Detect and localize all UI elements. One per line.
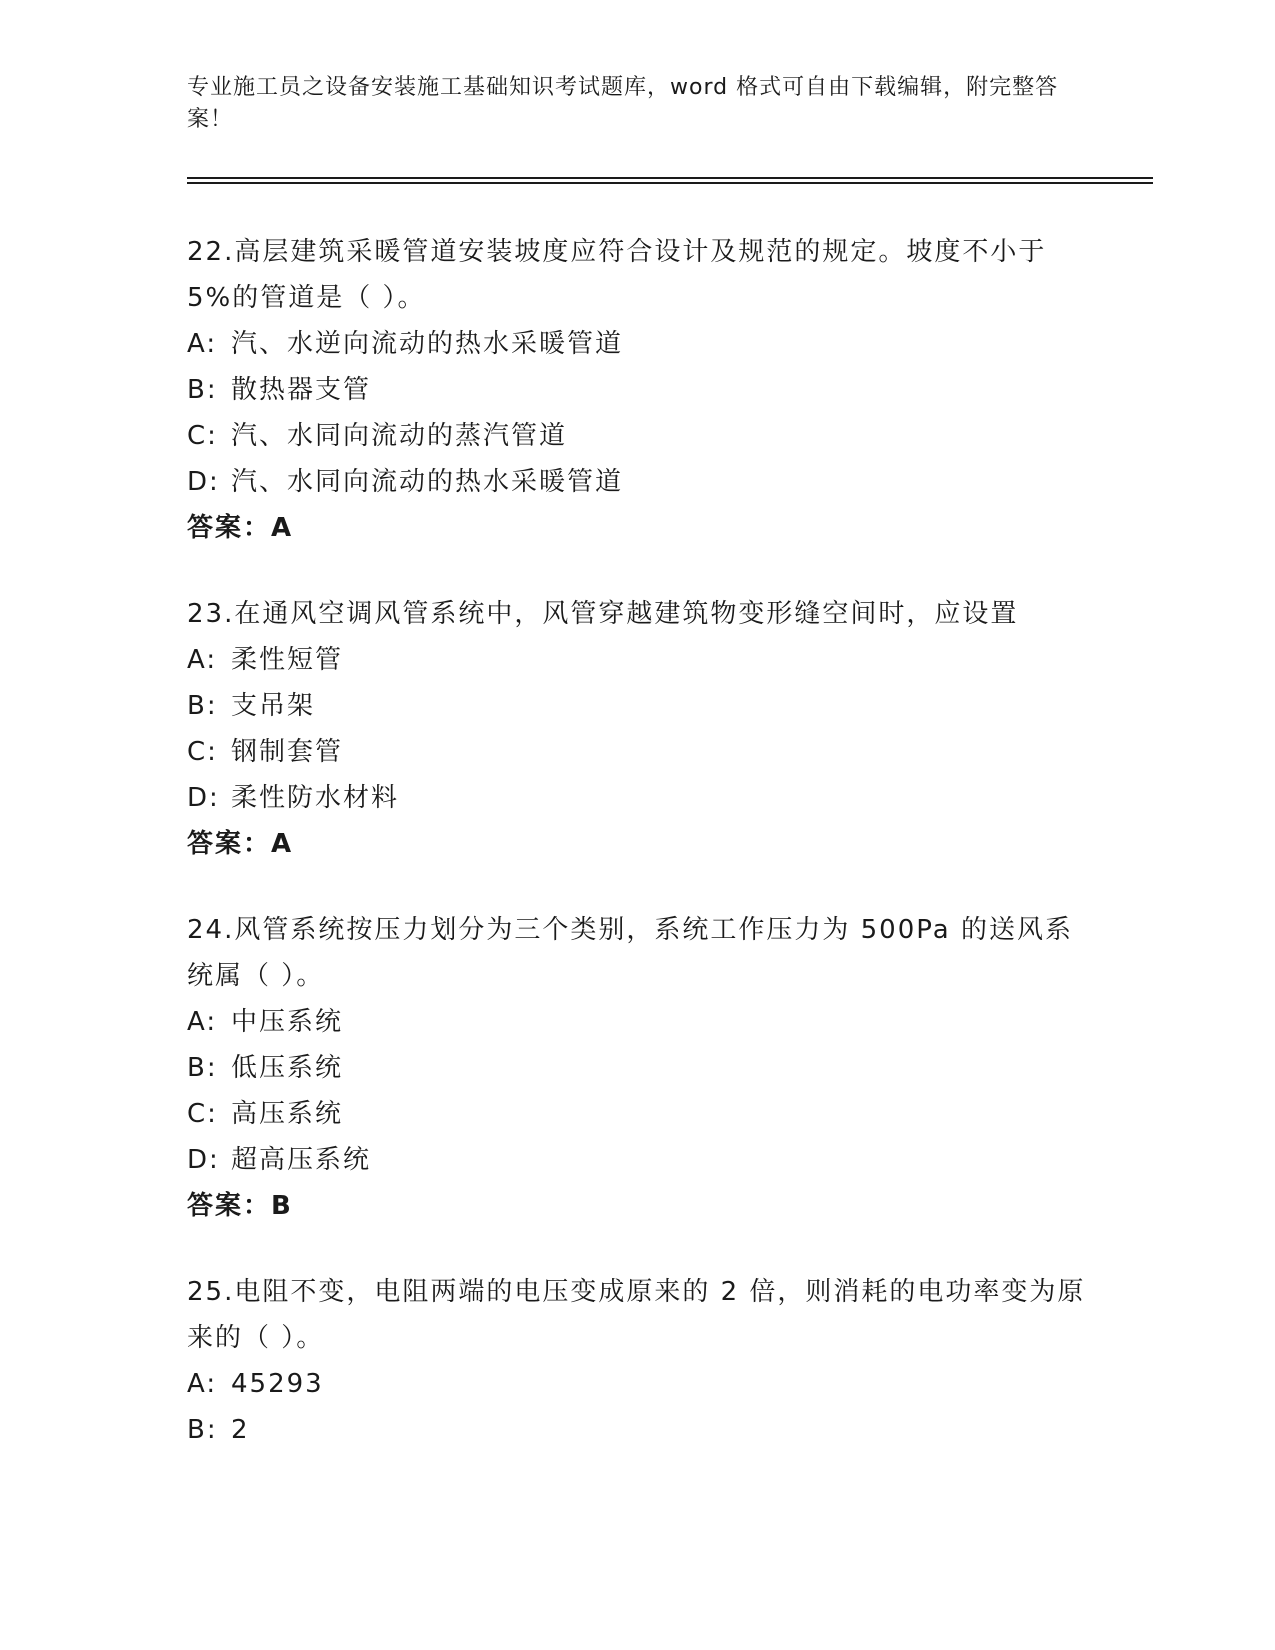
option-text: 高压系统: [231, 1099, 344, 1129]
header-divider-top: [187, 177, 1153, 179]
question-text: 23.在通风空调风管系统中，风管穿越建筑物变形缝空间时，应设置: [187, 599, 1019, 629]
option-text: 汽、水同向流动的热水采暖管道: [231, 467, 624, 497]
option-key: B:: [187, 375, 218, 405]
option-c: [187, 1091, 1087, 1137]
answer-line: [187, 821, 1087, 867]
option-d: [187, 459, 1087, 505]
answer-line: [187, 1183, 1087, 1229]
question-22: [187, 229, 1087, 551]
option-text: 低压系统: [231, 1053, 344, 1083]
option-d: [187, 775, 1087, 821]
answer-line: [187, 505, 1087, 551]
option-key: A:: [187, 1007, 218, 1037]
option-b: [187, 683, 1087, 729]
option-a: [187, 999, 1087, 1045]
option-key: C:: [187, 421, 218, 451]
answer-label: 答案：: [187, 513, 272, 543]
option-key: C:: [187, 737, 218, 767]
option-text: 柔性短管: [231, 645, 344, 675]
option-b: [187, 1407, 1087, 1453]
option-text: 柔性防水材料: [231, 783, 400, 813]
option-text: 中压系统: [231, 1007, 344, 1037]
answer-value: A: [271, 513, 294, 543]
question-text: 25.电阻不变，电阻两端的电压变成原来的 2 倍，则消耗的电功率变为原来的（ ）。: [187, 1277, 1086, 1353]
option-key: C:: [187, 1099, 218, 1129]
option-a: [187, 637, 1087, 683]
answer-value: A: [271, 829, 294, 859]
option-text: 支吊架: [231, 691, 316, 721]
option-d: [187, 1137, 1087, 1183]
option-b: [187, 1045, 1087, 1091]
option-key: A:: [187, 329, 218, 359]
option-text: 2: [231, 1415, 250, 1445]
option-text: 汽、水同向流动的蒸汽管道: [231, 421, 568, 451]
question-text: 22.高层建筑采暖管道安装坡度应符合设计及规范的规定。坡度不小于5%的管道是（ ）。: [187, 237, 1047, 313]
option-text: 散热器支管: [231, 375, 372, 405]
option-text: 钢制套管: [231, 737, 344, 767]
option-text: 45293: [231, 1369, 324, 1399]
answer-label: 答案：: [187, 1191, 272, 1221]
option-a: [187, 321, 1087, 367]
question-text: 24.风管系统按压力划分为三个类别，系统工作压力为 500Pa 的送风系统属（ ）。: [187, 915, 1073, 991]
option-key: B:: [187, 1415, 218, 1445]
option-c: [187, 413, 1087, 459]
answer-value: B: [271, 1191, 293, 1221]
answer-label: 答案：: [187, 829, 272, 859]
option-a: [187, 1361, 1087, 1407]
question-25: [187, 1269, 1087, 1453]
option-b: [187, 367, 1087, 413]
header-text: 专业施工员之设备安装施工基础知识考试题库，word 格式可自由下载编辑，附完整答案！: [187, 75, 1059, 132]
question-23: [187, 591, 1087, 867]
option-key: B:: [187, 1053, 218, 1083]
header-divider-bottom: [187, 182, 1153, 184]
option-key: D:: [187, 467, 220, 497]
option-key: A:: [187, 1369, 218, 1399]
option-key: B:: [187, 691, 218, 721]
option-key: D:: [187, 783, 220, 813]
question-24: [187, 907, 1087, 1229]
document-header: [187, 72, 1067, 136]
option-key: D:: [187, 1145, 220, 1175]
option-c: [187, 729, 1087, 775]
option-key: A:: [187, 645, 218, 675]
option-text: 汽、水逆向流动的热水采暖管道: [231, 329, 624, 359]
option-text: 超高压系统: [231, 1145, 372, 1175]
